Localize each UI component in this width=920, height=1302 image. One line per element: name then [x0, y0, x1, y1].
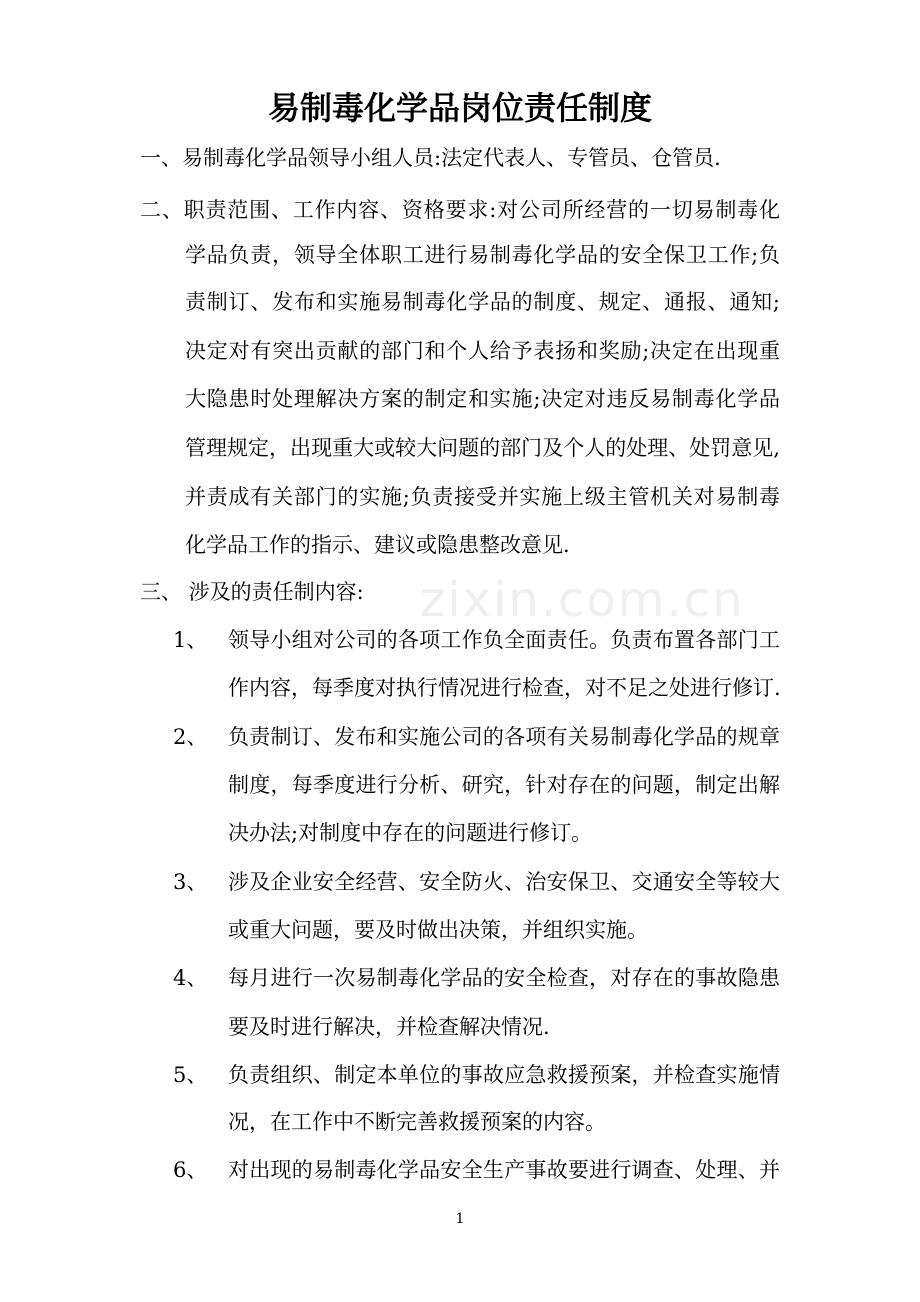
section2-line: 二、职责范围、工作内容、资格要求:对公司所经营的一切易制毒化	[140, 198, 780, 222]
item-line: 对出现的易制毒化学品安全生产事故要进行调查、处理、并	[228, 1158, 780, 1182]
section2-line: 学品负责，领导全体职工进行易制毒化学品的安全保卫工作;负	[185, 243, 780, 267]
document-title: 易制毒化学品岗位责任制度	[267, 89, 652, 127]
item-line: 涉及企业安全经营、安全防火、治安保卫、交通安全等较大	[228, 870, 780, 894]
section2-line: 管理规定，出现重大或较大问题的部门及个人的处理、处罚意见,	[185, 436, 780, 460]
item-number: 4、	[173, 966, 208, 990]
page-number: 1	[455, 1211, 465, 1227]
item-line: 作内容，每季度对执行情况进行检查，对不足之处进行修订.	[228, 676, 781, 700]
section3-heading: 三、 涉及的责任制内容:	[140, 580, 364, 604]
section2-line: 决定对有突出贡献的部门和个人给予表扬和奖励;决定在出现重	[185, 339, 780, 363]
item-line: 负责组织、制定本单位的事故应急救援预案，并检查实施情	[228, 1063, 780, 1087]
item-number: 6、	[173, 1158, 208, 1182]
item-line: 况，在工作中不断完善救援预案的内容。	[228, 1110, 606, 1134]
item-line: 或重大问题，要及时做出决策，并组织实施。	[228, 918, 648, 942]
section2-line: 责制订、发布和实施易制毒化学品的制度、规定、通报、通知;	[185, 290, 780, 314]
item-line: 要及时进行解决，并检查解决情况.	[228, 1015, 550, 1039]
item-line: 决办法;对制度中存在的问题进行修订。	[228, 821, 593, 845]
section2-line: 大隐患时处理解决方案的制定和实施;决定对违反易制毒化学品	[185, 387, 780, 411]
item-line: 领导小组对公司的各项工作负全面责任。负责布置各部门工	[228, 628, 780, 652]
item-number: 2、	[173, 725, 208, 749]
section2-line: 并责成有关部门的实施;负责接受并实施上级主管机关对易制毒	[185, 485, 780, 509]
item-number: 3、	[173, 870, 208, 894]
item-line: 负责制订、发布和实施公司的各项有关易制毒化学品的规章	[228, 725, 780, 749]
section1-line: 一、易制毒化学品领导小组人员:法定代表人、专管员、仓管员.	[140, 146, 721, 170]
item-number: 1、	[173, 628, 208, 652]
item-line: 制度，每季度进行分析、研究，针对存在的问题，制定出解	[228, 773, 780, 797]
item-line: 每月进行一次易制毒化学品的安全检查，对存在的事故隐患	[228, 966, 780, 990]
watermark: zixin.com.cn	[420, 572, 745, 628]
item-number: 5、	[173, 1063, 208, 1087]
section2-line: 化学品工作的指示、建议或隐患整改意见.	[185, 533, 570, 557]
